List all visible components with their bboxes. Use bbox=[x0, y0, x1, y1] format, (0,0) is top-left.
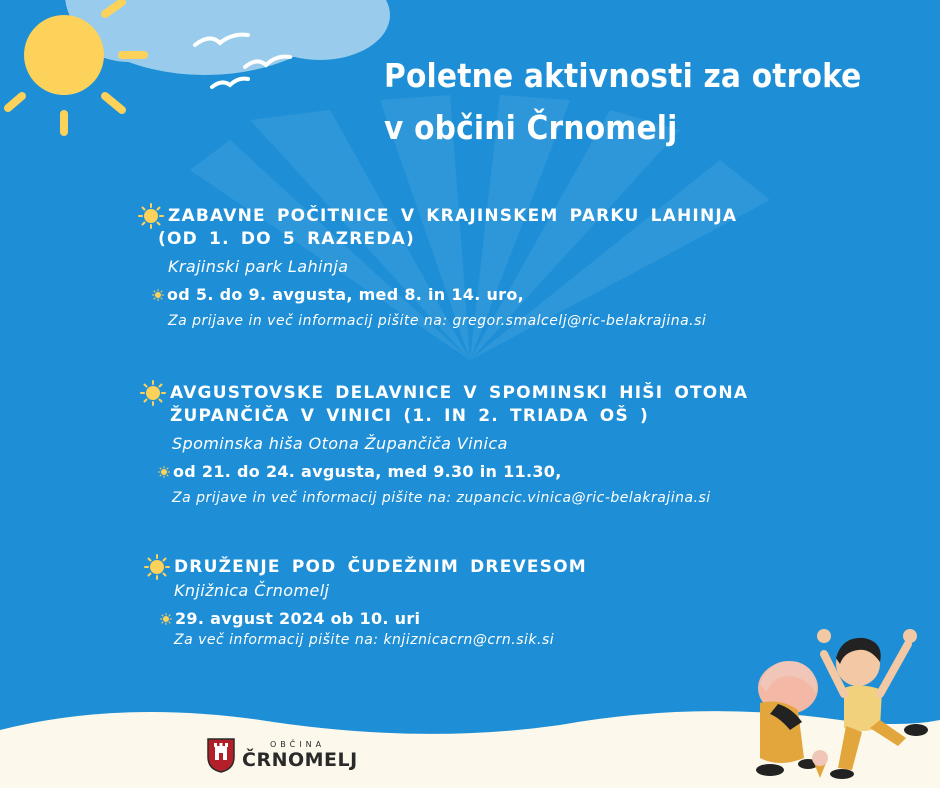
small-sun-icon bbox=[152, 289, 164, 301]
bird-icon bbox=[190, 25, 300, 105]
title-line-2: v občini Črnomelj bbox=[384, 108, 678, 147]
logo-big-text: ČRNOMELJ bbox=[242, 748, 358, 771]
activity-2-location: Spominska hiša Otona Župančiča Vinica bbox=[172, 434, 508, 453]
page-title bbox=[384, 50, 862, 154]
activity-3-date: 29. avgust 2024 ob 10. uri bbox=[175, 609, 421, 628]
activity-1-heading-line-2: (OD 1. DO 5 RAZREDA) bbox=[158, 229, 415, 249]
small-sun-icon bbox=[158, 466, 170, 478]
activity-2-heading-line-1: AVGUSTOVSKE DELAVNICE V SPOMINSKI HIŠI OTONA bbox=[170, 383, 749, 403]
logo-text bbox=[242, 741, 358, 770]
sun-icon bbox=[140, 380, 166, 406]
activity-3 bbox=[144, 556, 587, 650]
activity-2 bbox=[140, 382, 748, 508]
small-sun-icon bbox=[160, 613, 172, 625]
activity-1-contact: Za prijave in več informacij pišite na: gregor.smalcelj@ric-belakrajina.si bbox=[168, 313, 707, 329]
activity-3-heading bbox=[174, 556, 587, 579]
activity-3-date-row bbox=[160, 608, 587, 630]
activity-1-heading-line-1: ZABAVNE POČITNICE V KRAJINSKEM PARKU LAHINJA bbox=[168, 206, 738, 226]
activity-1-date: od 5. do 9. avgusta, med 8. in 14. uro, bbox=[167, 285, 525, 304]
activity-1-date-row bbox=[152, 284, 737, 306]
kids-illustration bbox=[720, 618, 940, 788]
activity-1-heading bbox=[158, 205, 738, 251]
activity-3-contact: Za več informacij pišite na: knjiznicacrn@crn.sik.si bbox=[174, 632, 555, 648]
logo-small-text: OBČINA bbox=[270, 739, 326, 749]
activity-2-heading-line-2: ŽUPANČIČA V VINICI (1. IN 2. TRIADA OŠ ) bbox=[170, 406, 649, 426]
activity-3-heading-row bbox=[144, 556, 587, 580]
sun-icon bbox=[144, 554, 170, 580]
sun-icon bbox=[138, 203, 164, 229]
activity-1-heading-row bbox=[138, 205, 737, 251]
municipality-logo bbox=[206, 737, 358, 773]
activity-3-heading-line-1: DRUŽENJE POD ČUDEŽNIM DREVESOM bbox=[174, 557, 587, 577]
activity-2-contact: Za prijave in več informacij pišite na: zupancic.vinica@ric-belakrajina.si bbox=[172, 490, 711, 506]
activity-2-date: od 21. do 24. avgusta, med 9.30 in 11.30, bbox=[173, 462, 562, 481]
activity-1-location: Krajinski park Lahinja bbox=[168, 257, 349, 276]
activity-2-heading-row bbox=[140, 382, 748, 428]
crest-icon bbox=[206, 737, 236, 773]
activity-3-location: Knjižnica Črnomelj bbox=[174, 581, 330, 600]
activity-2-heading bbox=[170, 382, 748, 428]
activity-1 bbox=[138, 205, 737, 331]
activity-2-date-row bbox=[158, 461, 748, 483]
sun-icon bbox=[0, 0, 200, 150]
title-line-1: Poletne aktivnosti za otroke bbox=[384, 56, 862, 95]
